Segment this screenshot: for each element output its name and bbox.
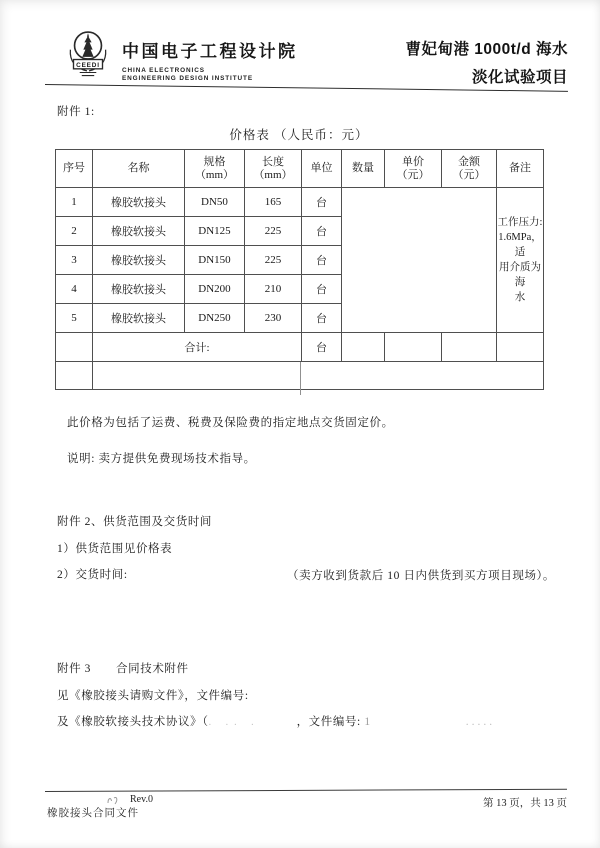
total-unit-price-empty (385, 333, 442, 362)
cell-spec: DN200 (185, 275, 245, 304)
attachment3-label: 附件 3 (57, 663, 92, 675)
attachment3-line2-text: 及《橡胶软接头技术协议》（ (57, 716, 209, 728)
faded-doc-number: 1 (364, 716, 371, 728)
col-header-length: 长度 （mm） (245, 150, 302, 188)
table-row (56, 188, 544, 217)
bottom-merged-empty (93, 362, 544, 390)
cell-spec: DN125 (185, 217, 245, 246)
col-header-no: 序号 (56, 150, 93, 188)
revision-label: Rev.0 (130, 794, 153, 805)
qty-price-amount-empty-area (342, 188, 497, 333)
company-name-cn: 中国电子工程设计院 (122, 42, 298, 61)
company-name-en (122, 67, 298, 83)
total-remark-empty (497, 333, 544, 362)
bottom-no-empty (56, 362, 93, 390)
cell-length: 225 (245, 217, 302, 246)
attachment2-item1: 1）供货范围见价格表 (57, 543, 173, 555)
col-header-amount: 金额 （元） (442, 150, 497, 188)
remark-cell: 工作压力: 1.6MPa，适 用介质为海 水 (497, 188, 544, 333)
cell-length: 210 (245, 275, 302, 304)
project-title-line1: 曹妃甸港 1000t/d 海水 (405, 41, 568, 58)
footer-divider (45, 789, 567, 792)
company-name-block (122, 30, 298, 88)
cell-unit: 台 (302, 275, 342, 304)
cell-unit: 台 (302, 304, 342, 333)
cell-no: 4 (56, 275, 93, 304)
cell-spec: DN250 (185, 304, 245, 333)
col-header-remark: 备注 (497, 150, 544, 188)
table-header-row (56, 150, 544, 188)
ceedi-badge-text: CEEDI (76, 62, 100, 70)
total-unit-cell: 台 (302, 333, 342, 362)
company-logo (63, 30, 298, 88)
company-name-en-line2: ENGINEERING DESIGN INSTITUTE (122, 75, 254, 82)
project-title-line2: 淡化试验项目 (471, 69, 568, 86)
total-no-empty (56, 333, 93, 362)
cell-spec: DN50 (185, 188, 245, 217)
price-table-title: 价格表 （人民币：元） (229, 128, 369, 142)
ceedi-logo-icon (63, 30, 113, 88)
cell-name: 橡胶软接头 (93, 246, 185, 275)
col-header-spec: 规格 （mm） (185, 150, 245, 188)
attachment3-line2 (57, 713, 495, 729)
page-number: 第 13 页，共 13 页 (483, 798, 567, 809)
faded-trailing-dots: ..... (465, 716, 496, 728)
attachment3-line1: 见《橡胶接头请购文件》，文件编号: (57, 690, 249, 702)
cell-spec: DN150 (185, 246, 245, 275)
attachment2-title: 附件 2、供货范围及交货时间 (57, 516, 213, 528)
attachment3-heading (57, 660, 189, 676)
project-title (338, 36, 568, 92)
attachment1-label: 附件 1: (57, 106, 95, 118)
col-header-qty: 数量 (342, 150, 385, 188)
total-qty-empty (342, 333, 385, 362)
attachment3-title: 合同技术附件 (116, 663, 189, 675)
cell-no: 3 (56, 246, 93, 275)
attachment2-item2-note: （卖方收到货款后 10 日内供货到买方项目现场）。 (287, 570, 555, 582)
total-amount-empty (442, 333, 497, 362)
document-name: 橡胶接头合同文件 (47, 808, 139, 819)
col-header-unit-price: 单价 （元） (385, 150, 442, 188)
explanation-note: 说明: 卖方提供免费现场技术指导。 (67, 453, 256, 465)
col-header-unit: 单位 (302, 150, 342, 188)
attachment2-item2-label: 2）交货时间: (57, 569, 128, 581)
cell-name: 橡胶软接头 (93, 275, 185, 304)
cell-length: 230 (245, 304, 302, 333)
price-table (55, 149, 544, 390)
cell-unit: 台 (302, 217, 342, 246)
cell-name: 橡胶软接头 (93, 188, 185, 217)
cell-no: 1 (56, 188, 93, 217)
col-header-name: 名称 (93, 150, 185, 188)
company-name-en-line1: CHINA ELECTRONICS (122, 67, 205, 74)
cell-no: 2 (56, 217, 93, 246)
cell-unit: 台 (302, 246, 342, 275)
faded-erased-text: . .. . (208, 717, 260, 728)
cell-name: 橡胶软接头 (93, 304, 185, 333)
attachment3-line2-text2: ，文件编号: (296, 716, 361, 728)
total-label-cell: 合计: (93, 333, 302, 362)
total-row (56, 333, 544, 362)
price-note: 此价格为包括了运费、税费及保险费的指定地点交货固定价。 (67, 417, 394, 429)
cell-name: 橡胶软接头 (93, 217, 185, 246)
cell-length: 165 (245, 188, 302, 217)
cell-unit: 台 (302, 188, 342, 217)
cell-no: 5 (56, 304, 93, 333)
cell-length: 225 (245, 246, 302, 275)
scan-line-artifact (300, 362, 301, 395)
